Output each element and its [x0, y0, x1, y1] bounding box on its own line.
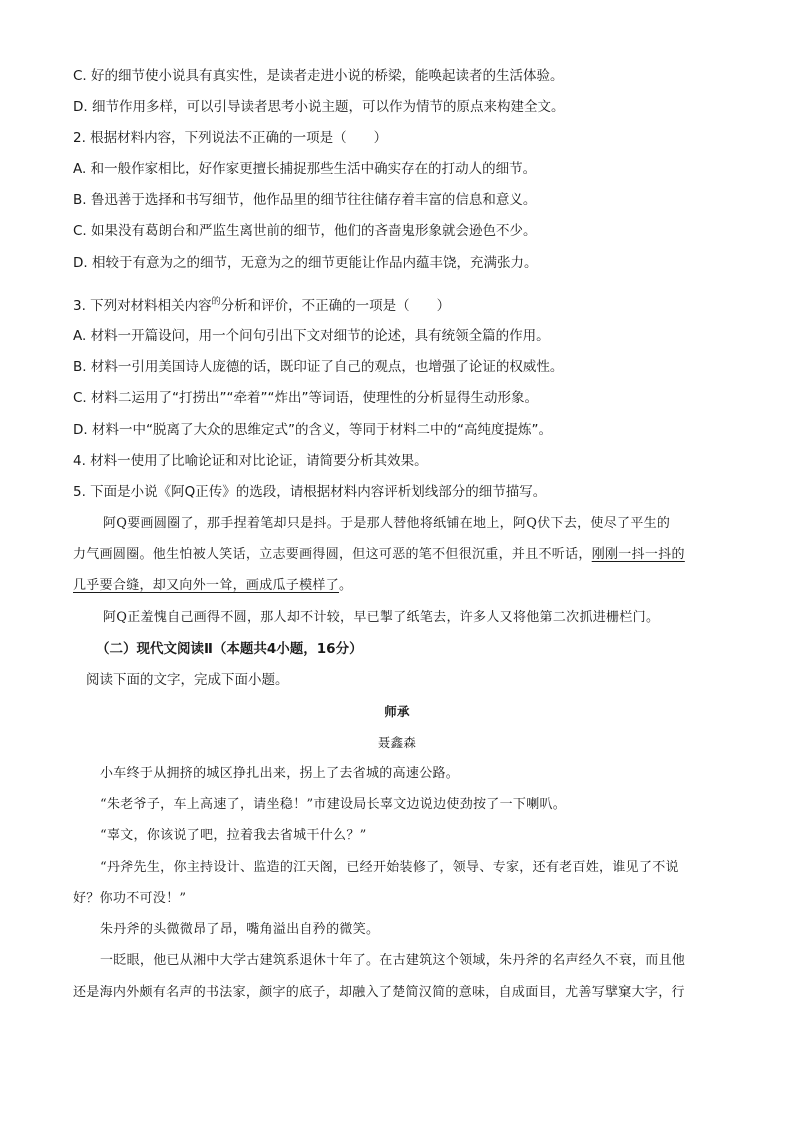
question-3-option-b: B. 材料一引用美国诗人庞德的话，既印证了自己的观点，也增强了论证的权威性。: [73, 359, 564, 375]
excerpt-line-4: 阿Q正羞愧自己画得不圆，那人却不计较，早已掣了纸笔去，许多人又将他第二次抓进栅栏门。: [103, 610, 660, 625]
question-4: 4. 材料一使用了比喻论证和对比论证，请简要分析其效果。: [73, 453, 428, 469]
excerpt-line-3-end: 。: [339, 578, 353, 593]
material1-option-d: D. 细节作用多样，可以引导读者思考小说主题，可以作为情节的原点来构建全文。: [73, 99, 565, 115]
question-5: 5. 下面是小说《阿Q正传》的选段，请根据材料内容评析划线部分的细节描写。: [73, 484, 547, 500]
story-title: 师承: [384, 704, 410, 719]
story-paragraph-1: 小车终于从拥挤的城区挣扎出来，拐上了去省城的高速公路。: [100, 766, 460, 781]
story-paragraph-3: “辜文，你该说了吧，拉着我去省城干什么？”: [100, 828, 367, 843]
question-2-option-a: A. 和一般作家相比，好作家更擅长捕捉那些生活中确实存在的打动人的细节。: [73, 161, 537, 177]
excerpt-underlined-detail-2: 几乎要合缝，却又向外一耸，画成瓜子模样了: [73, 578, 340, 593]
story-paragraph-5: 朱丹斧的头微微昂了昂，嘴角溢出自矜的微笑。: [100, 922, 380, 937]
story-paragraph-2: “朱老爷子，车上高速了，请坐稳！”市建设局长辜文边说边使劲按了一下喇叭。: [100, 797, 567, 812]
question-2-option-b: B. 鲁迅善于选择和书写细节，他作品里的细节往往储存着丰富的信息和意义。: [73, 192, 537, 208]
excerpt-underlined-detail-1: 刚刚一抖一抖的: [591, 547, 685, 562]
story-author: 聂鑫森: [377, 735, 417, 750]
excerpt-line-1: 阿Q要画圆圈了，那手捏着笔却只是抖。于是那人替他将纸铺在地上，阿Q伏下去，使尽了平生的: [103, 516, 671, 531]
question-3-stem-superscript: 的: [211, 297, 221, 307]
material1-option-c: C. 好的细节使小说具有真实性，是读者走进小说的桥梁，能唤起读者的生活体验。: [73, 68, 564, 84]
section-instruction: 阅读下面的文字，完成下面小题。: [86, 672, 289, 688]
excerpt-line-2: [73, 545, 723, 565]
question-2-option-d: D. 相较于有意为之的细节，无意为之的细节更能让作品内蕴丰饶，充满张力。: [73, 255, 538, 271]
question-2-stem: 2. 根据材料内容，下列说法不正确的一项是（ ）: [73, 130, 388, 146]
excerpt-line-2-text: 力气画圆圈。他生怕被人笑话，立志要画得圆，但这可恶的笔不但很沉重，并且不听话，: [73, 547, 592, 562]
story-paragraph-4-line-2: 好？你功不可没！”: [73, 891, 187, 906]
story-paragraph-4-line-1: “丹斧先生，你主持设计、监造的江天阁，已经开始装修了，领导、专家，还有老百姓，谁见了不说: [100, 860, 679, 875]
question-3-option-a: A. 材料一开篇设问，用一个问句引出下文对细节的论述，具有统领全篇的作用。: [73, 328, 550, 344]
question-2-option-c: C. 如果没有葛朗台和严监生离世前的细节，他们的吝啬鬼形象就会逊色不少。: [73, 223, 537, 239]
story-paragraph-6-line-2: 还是海内外颇有名声的书法家，颜字的底子，却融入了楚简汉简的意味，自成面目，尤善写擘窠大字，行: [73, 985, 685, 1000]
question-3-option-d: D. 材料一中“脱离了大众的思维定式”的含义，等同于材料二中的“高纯度提炼”。: [73, 422, 552, 438]
question-3-stem-part1: 3. 下列对材料相关内容: [73, 298, 212, 314]
section-heading: （二）现代文阅读Ⅱ（本题共4小题，16分）: [96, 641, 363, 657]
question-3-stem-part2: 分析和评价，不正确的一项是（ ）: [220, 298, 451, 314]
question-3-stem: [73, 292, 723, 316]
excerpt-line-3: [73, 576, 723, 596]
question-3-option-c: C. 材料二运用了“打捞出”“牵着”“炸出”等词语，使理性的分析显得生动形象。: [73, 390, 538, 406]
story-paragraph-6-line-1: 一眨眼，他已从湘中大学古建筑系退休十年了。在古建筑这个领域，朱丹斧的名声经久不衰，而且他: [100, 953, 686, 968]
